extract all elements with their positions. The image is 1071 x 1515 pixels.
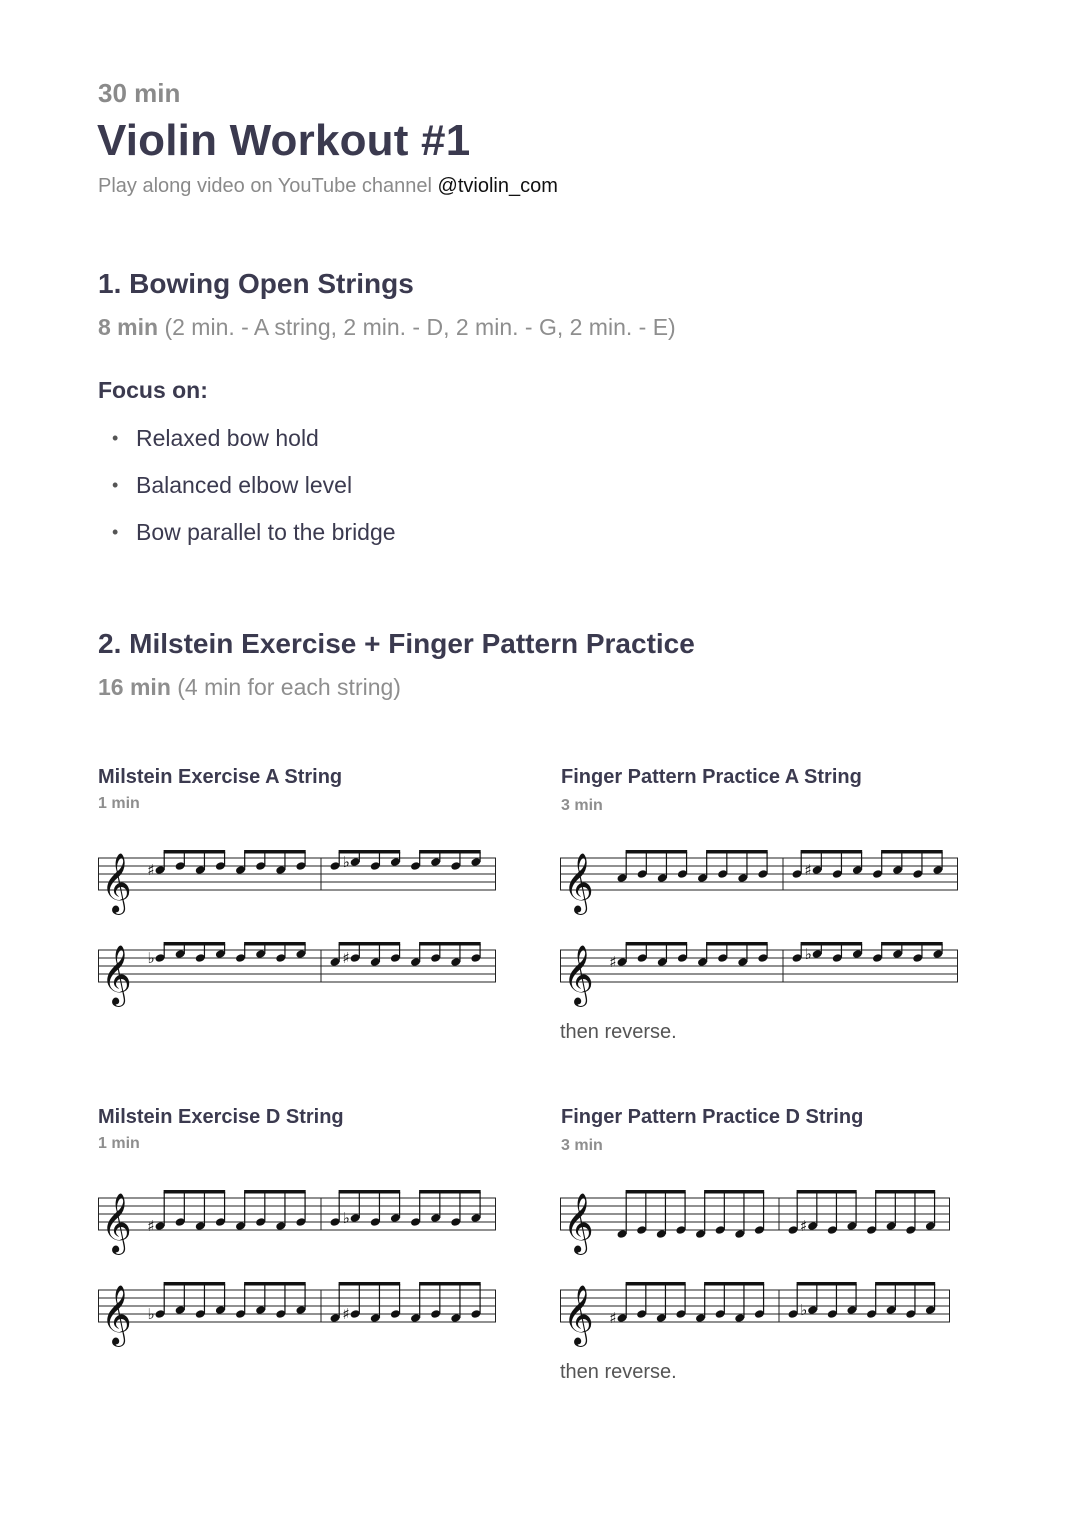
note-beam bbox=[704, 1282, 764, 1286]
treble-clef-icon: 𝄞 bbox=[101, 853, 132, 913]
bullet-dot-icon: • bbox=[112, 428, 119, 448]
treble-clef-icon: 𝄞 bbox=[563, 945, 594, 1005]
music-staff bbox=[98, 1272, 496, 1348]
music-staff bbox=[560, 932, 958, 1008]
note-beam bbox=[339, 942, 401, 946]
accidental-icon: ♭ bbox=[800, 1301, 808, 1319]
note-beam bbox=[706, 942, 768, 946]
section1-breakdown: (2 min. - A string, 2 min. - D, 2 min. - G, 2 min. - E) bbox=[158, 314, 676, 340]
note-beam bbox=[626, 942, 688, 946]
note-beam bbox=[704, 1190, 764, 1194]
exercise-title: Finger Pattern Practice A String bbox=[561, 766, 862, 788]
reverse-note: then reverse. bbox=[560, 1021, 677, 1043]
section1-heading: 1. Bowing Open Strings bbox=[98, 268, 414, 299]
reverse-note: then reverse. bbox=[560, 1361, 677, 1383]
focus-list bbox=[112, 424, 396, 565]
music-staff bbox=[98, 1180, 496, 1256]
note-beam bbox=[419, 850, 481, 854]
bullet-dot-icon: • bbox=[112, 475, 119, 495]
accidental-icon: ♯ bbox=[342, 1305, 350, 1323]
note-beam bbox=[706, 850, 768, 854]
section2-meta bbox=[98, 674, 401, 701]
note-beam bbox=[875, 1282, 935, 1286]
channel-handle-link[interactable]: @tviolin_com bbox=[437, 175, 558, 197]
accidental-icon: ♭ bbox=[147, 1305, 155, 1323]
exercise-title: Finger Pattern Practice D String bbox=[561, 1106, 864, 1128]
accidental-icon: ♯ bbox=[609, 1309, 617, 1327]
music-staff bbox=[560, 1272, 950, 1348]
music-staff bbox=[98, 932, 496, 1008]
exercise-duration: 3 min bbox=[561, 1137, 603, 1154]
focus-label: Focus on: bbox=[98, 377, 208, 403]
music-staff bbox=[560, 1180, 950, 1256]
note-beam bbox=[626, 1282, 686, 1286]
workout-duration: 30 min bbox=[98, 78, 181, 108]
section1-duration: 8 min bbox=[98, 314, 159, 340]
section2-heading: 2. Milstein Exercise + Finger Pattern Practice bbox=[98, 628, 695, 659]
note-beam bbox=[164, 942, 226, 946]
treble-clef-icon: 𝄞 bbox=[101, 1285, 132, 1345]
note-beam bbox=[881, 850, 943, 854]
section2-duration: 16 min bbox=[98, 674, 171, 700]
accidental-icon: ♯ bbox=[147, 861, 155, 879]
section2-breakdown: (4 min for each string) bbox=[170, 674, 401, 700]
note-beam bbox=[797, 1190, 857, 1194]
note-beam bbox=[244, 850, 306, 854]
exercise-duration: 1 min bbox=[98, 795, 140, 812]
accidental-icon: ♯ bbox=[609, 953, 617, 971]
note-beam bbox=[801, 850, 863, 854]
accidental-icon: ♭ bbox=[342, 853, 350, 871]
note-beam bbox=[419, 942, 481, 946]
exercise-title: Milstein Exercise A String bbox=[98, 766, 343, 788]
section1-meta bbox=[98, 314, 676, 341]
subtitle bbox=[98, 175, 558, 198]
list-item: • Bow parallel to the bridge bbox=[112, 519, 396, 545]
music-staff bbox=[98, 840, 496, 916]
treble-clef-icon: 𝄞 bbox=[101, 945, 132, 1005]
exercise-title: Milstein Exercise D String bbox=[98, 1106, 344, 1128]
note-beam bbox=[339, 1190, 401, 1194]
note-beam bbox=[797, 1282, 857, 1286]
exercise-duration: 1 min bbox=[98, 1135, 140, 1152]
note-beam bbox=[244, 1190, 306, 1194]
note-beam bbox=[164, 1282, 226, 1286]
treble-clef-icon: 𝄞 bbox=[101, 1193, 132, 1253]
note-beam bbox=[875, 1190, 935, 1194]
accidental-icon: ♯ bbox=[804, 861, 812, 879]
accidental-icon: ♯ bbox=[799, 1217, 808, 1235]
treble-clef-icon: 𝄞 bbox=[563, 853, 594, 913]
note-beam bbox=[626, 850, 688, 854]
note-beam bbox=[164, 1190, 226, 1194]
subtitle-text: Play along video on YouTube channel bbox=[98, 175, 438, 197]
note-beam bbox=[881, 942, 943, 946]
note-beam bbox=[419, 1190, 481, 1194]
list-item: • Relaxed bow hold bbox=[112, 425, 319, 451]
note-beam bbox=[244, 1282, 306, 1286]
list-item: • Balanced elbow level bbox=[112, 472, 353, 498]
note-beam bbox=[626, 1190, 686, 1194]
accidental-icon: ♭ bbox=[804, 945, 812, 963]
note-beam bbox=[244, 942, 306, 946]
accidental-icon: ♯ bbox=[147, 1217, 155, 1235]
note-beam bbox=[339, 1282, 401, 1286]
note-beam bbox=[164, 850, 226, 854]
note-beam bbox=[419, 1282, 481, 1286]
note-beam bbox=[801, 942, 863, 946]
treble-clef-icon: 𝄞 bbox=[563, 1285, 594, 1345]
music-staff bbox=[560, 840, 958, 916]
bullet-dot-icon: • bbox=[112, 522, 119, 542]
accidental-icon: ♭ bbox=[342, 1209, 350, 1227]
accidental-icon: ♯ bbox=[342, 949, 350, 967]
exercise-duration: 3 min bbox=[561, 797, 603, 814]
accidental-icon: ♭ bbox=[147, 949, 155, 967]
note-beam bbox=[339, 850, 401, 854]
page-title: Violin Workout #1 bbox=[97, 116, 471, 165]
treble-clef-icon: 𝄞 bbox=[563, 1193, 594, 1253]
